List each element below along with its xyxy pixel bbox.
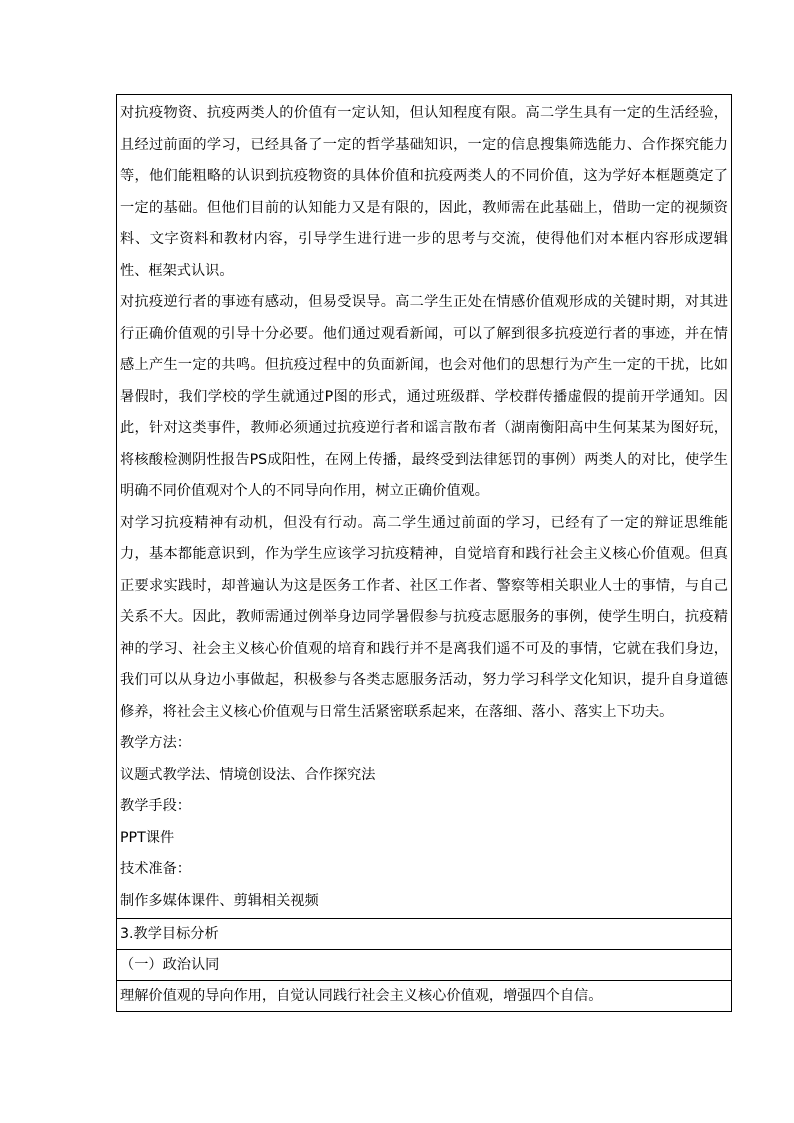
paragraph-material-cognition: 对抗疫物资、抗疫两类人的价值有一定认知，但认知程度有限。高二学生具有一定的生活经验，且经过前面的学习，已经具备了一定的哲学基础知识，一定的信息搜集筛选能力、合作探究能力等，他们能粗略的认识到抗疫物资的具体价值和抗疫两类人的不同价值，这为学好本框题奠定了一定的基础。但他们目前的认知能力又是有限的，因此，教师需在此基础上，借助一定的视频资料、文字资料和教材内容，引导学生进行进一步的思考与交流，使得他们对本框内容形成逻辑性、框架式认识。 [120,105,728,279]
section3-heading: 3.教学目标分析 [117,919,732,950]
section3-row [117,919,732,950]
teaching-means-label: 教学手段： [120,798,191,814]
subsection1-heading: （一）政治认同 [117,950,732,981]
teaching-method-value: 议题式教学法、情境创设法、合作探究法 [120,766,376,783]
technical-prep-label: 技术准备： [120,861,191,877]
lesson-plan-table [116,94,732,1012]
subsection1-body-row [117,981,732,1012]
subsection1-row [117,950,732,981]
teaching-method-label: 教学方法： [120,735,191,751]
paragraph-spirit-motivation: 对学习抗疫精神有动机，但没有行动。高二学生通过前面的学习，已经有了一定的辩证思维能力，基本都能意识到，作为学生应该学习抗疫精神，自觉培育和践行社会主义核心价值观。但真正要求实践时，却普遍认为这是医务工作者、社区工作者、警察等相关职业人士的事情，与自己关系不大。因此，教师需通过例举身边同学暑假参与抗疫志愿服务的事例，使学生明白，抗疫精神的学习、社会主义核心价值观的培育和践行并不是离我们遥不可及的事情，它就在我们身边，我们可以从身边小事做起，积极参与各类志愿服务活动，努力学习科学文化知识，提升自身道德修养，将社会主义核心价值观与日常生活紧密联系起来，在落细、落小、落实上下功夫。 [120,514,728,720]
subsection1-body: 理解价值观的导向作用，自觉认同践行社会主义核心价值观，增强四个自信。 [117,981,732,1012]
teaching-means-value: PPT课件 [120,829,175,846]
technical-prep-value: 制作多媒体课件、剪辑相关视频 [120,892,319,909]
analysis-cell [117,95,732,919]
analysis-row [117,95,732,919]
paragraph-retrograde-emotion: 对抗疫逆行者的事迹有感动，但易受误导。高二学生正处在情感价值观形成的关键时期，对其进行正确价值观的引导十分必要。他们通过观看新闻，可以了解到很多抗疫逆行者的事迹，并在情感上产生一定的共鸣。但抗疫过程中的负面新闻，也会对他们的思想行为产生一定的干扰，比如暑假时，我们学校的学生就通过P图的形式，通过班级群、学校群传播虚假的提前开学通知。因此，针对这类事件，教师必须通过抗疫逆行者和谣言散布者（湖南衡阳高中生何某某为图好玩，将核酸检测阴性报告PS成阳性，在网上传播，最终受到法律惩罚的事例）两类人的对比，使学生明确不同价值观对个人的不同导向作用，树立正确价值观。 [120,294,728,499]
